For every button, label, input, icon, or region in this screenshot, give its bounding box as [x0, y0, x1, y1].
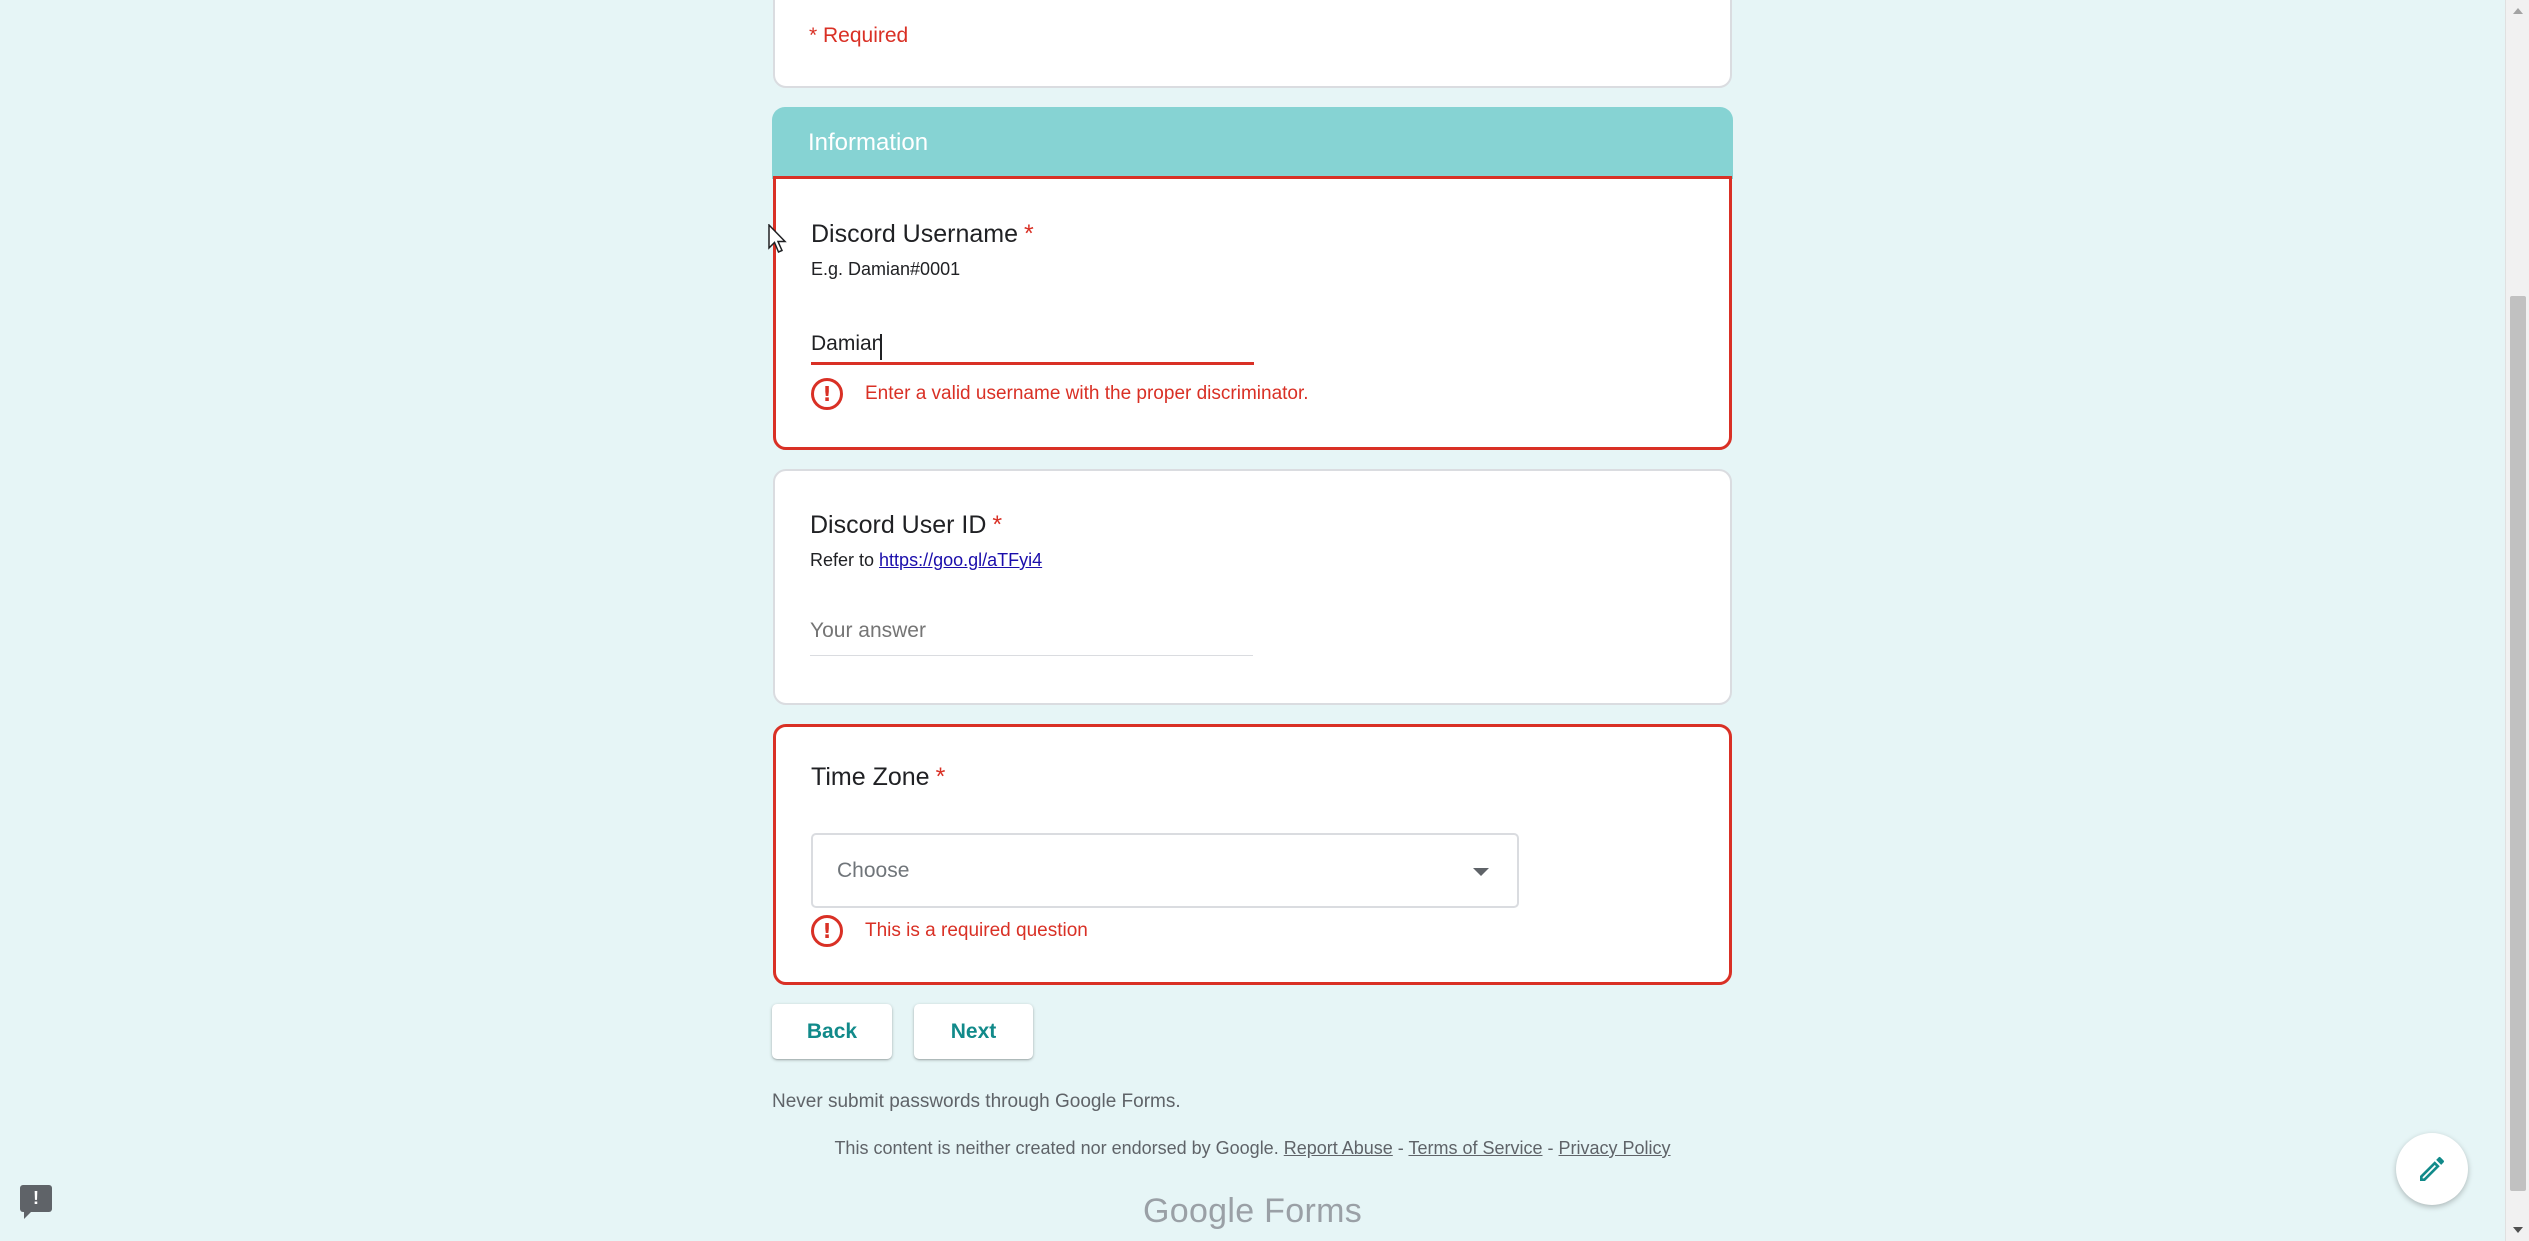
report-icon[interactable]: !	[20, 1185, 52, 1212]
question-discord-user-id	[773, 469, 1732, 705]
question-description	[810, 550, 1042, 571]
input-underline	[810, 655, 1253, 656]
time-zone-select[interactable]	[811, 833, 1519, 908]
scroll-thumb[interactable]	[2510, 296, 2526, 1191]
error-circle-icon: !	[811, 378, 843, 410]
error-message	[811, 378, 1309, 410]
question-discord-username	[773, 176, 1732, 450]
brand-forms: Forms	[1264, 1192, 1362, 1230]
scroll-down-arrow-icon[interactable]	[2513, 1227, 2523, 1233]
footer-separator: -	[1392, 1138, 1409, 1158]
question-title-text: Time Zone	[811, 763, 930, 791]
vertical-scrollbar[interactable]	[2505, 0, 2529, 1241]
report-abuse-link[interactable]: Report Abuse	[1283, 1138, 1393, 1158]
text-caret	[880, 334, 882, 360]
discord-user-id-input[interactable]	[810, 603, 1253, 649]
required-asterisk: *	[1024, 220, 1034, 248]
terms-link[interactable]: Terms of Service	[1408, 1138, 1543, 1158]
caret-down-icon	[1473, 868, 1489, 876]
section-header	[772, 107, 1733, 179]
description-prefix: Refer to	[810, 550, 875, 570]
footer-disclaimer	[773, 1138, 1732, 1159]
required-note: * Required	[809, 24, 909, 47]
error-text: This is a required question	[865, 920, 1088, 941]
section-title: Information	[808, 129, 929, 156]
question-time-zone	[773, 724, 1732, 985]
question-title	[811, 763, 945, 792]
input-underline	[811, 362, 1254, 365]
required-asterisk: *	[992, 511, 1003, 539]
discord-username-input[interactable]	[811, 316, 1254, 362]
error-message	[811, 915, 1088, 947]
scroll-up-arrow-icon[interactable]	[2513, 8, 2523, 14]
question-title-text: Discord User ID	[810, 511, 987, 539]
back-button[interactable]: Back	[772, 1004, 892, 1059]
password-warning: Never submit passwords through Google Forms.	[772, 1091, 1181, 1112]
select-value: Choose	[837, 859, 910, 882]
question-title-text: Discord Username	[811, 220, 1019, 248]
disclaimer-text: This content is neither created nor endorsed by Google.	[834, 1138, 1279, 1158]
mouse-cursor-icon	[768, 224, 788, 254]
privacy-link[interactable]: Privacy Policy	[1558, 1138, 1671, 1158]
brand-google: Google	[1142, 1192, 1255, 1230]
question-title	[811, 220, 1034, 249]
question-title	[810, 511, 1002, 540]
edit-button[interactable]	[2396, 1133, 2468, 1205]
error-text: Enter a valid username with the proper discriminator.	[865, 383, 1309, 404]
pencil-icon	[2416, 1153, 2448, 1185]
google-forms-logo[interactable]	[773, 1192, 1732, 1231]
form-header-card	[773, 0, 1732, 88]
footer-separator: -	[1542, 1138, 1559, 1158]
next-button[interactable]: Next	[914, 1004, 1033, 1059]
error-circle-icon: !	[811, 915, 843, 947]
question-description: E.g. Damian#0001	[811, 259, 961, 279]
required-asterisk: *	[935, 763, 946, 791]
reference-link[interactable]: https://goo.gl/aTFyi4	[879, 550, 1043, 570]
